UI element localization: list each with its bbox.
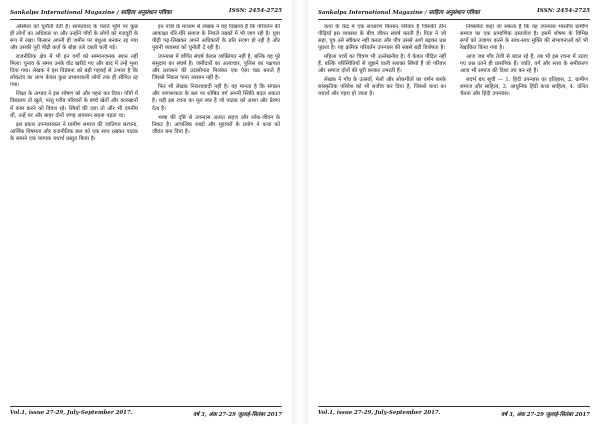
paragraph: इन पात्रों के माध्यम से लेखक ने यह दिखाया है कि परिवर्तन की आकांक्षा धीरे-धीरे समाज के निचले तबकों में भी जाग रही है। युवा पीढ़ी पढ़-लिखकर अपने अधिकारों के प्रति सजग हो रही है और पुरानी व्यवस्था को चुनौती दे रही है। bbox=[152, 24, 280, 52]
footer-rule bbox=[318, 406, 590, 407]
journal-title: Sankalpa International Magazine / साहित्य अनुसंधान पत्रिका bbox=[10, 10, 172, 16]
volume-info-hindi: वर्ष 3, अंक 27-29 जुलाई-सितंबर 2017 bbox=[193, 412, 282, 418]
volume-info: Vol.1, issue 27-29, July-September 2017. bbox=[318, 410, 441, 416]
paragraph: भाषा की दृष्टि से उपन्यास अत्यंत सहज और लोक-जीवन के निकट है। आंचलिक शब्दों और मुहावरों के प्रयोग ने कथा को जीवंत बना दिया है। bbox=[152, 114, 280, 135]
page-footer bbox=[10, 410, 282, 420]
text-column-2 bbox=[460, 24, 588, 402]
right-page bbox=[308, 0, 600, 424]
paragraph: लेखक ने गाँव के उत्सवों, मेलों और लोकगीतों का वर्णन करके सांस्कृतिक परिवेश को भी सजीव कर दिया है, जिससे कथा का यथार्थ और गहरा हो जाता है। bbox=[318, 77, 446, 98]
paragraph: उपन्यास में वर्णित संघर्ष केवल व्यक्तिगत नहीं है, बल्कि वह पूरे समुदाय का संघर्ष है। जमींदारों का अत्याचार, पुलिस का पक्षपात और प्रशासन की उदासीनता मिलकर एक ऐसा चक्र बनाते हैं जिससे निकल पाना आसान नहीं है। bbox=[152, 54, 280, 82]
header-rule bbox=[10, 19, 282, 20]
text-column-1 bbox=[318, 24, 446, 402]
page-header bbox=[10, 6, 282, 18]
paragraph: संदर्भ ग्रंथ सूची — 1. हिंदी उपन्यास का इतिहास, 2. ग्रामीण समाज और साहित्य, 3. आधुनिक हिंदी कथा साहित्य, 4. दलित चेतना और हिंदी उपन्यास। bbox=[460, 77, 588, 98]
paragraph: शिक्षा के अभाव ने इस शोषण को और गहरा कर दिया। गाँवों में विद्यालय तो खुले, परंतु गरीब परिवारों के बच्चे खेतों और कारखानों में काम करने को विवश रहे। स्त्रियों की दशा तो और भी दयनीय थी, उन्हें घर और बाहर दोनों जगह अपमान सहना पड़ता था। bbox=[10, 91, 138, 119]
page-gutter bbox=[292, 0, 308, 424]
paragraph: अस्मिता को चुनौती देती है। सामंतवाद के चलते भूमि पर कुछ ही लोगों का अधिकार था और उन्होंने गाँवों के लोगों को मजदूरी के रूप में रखा। किसान अपनी ही जमीन पर बंधुआ बनकर रह गया और उसकी पूरी पीढ़ी कर्ज़ के बोझ तले दबती चली गई। bbox=[10, 24, 138, 52]
text-column-2 bbox=[152, 24, 280, 402]
issn-number: ISSN: 2454-2725 bbox=[537, 8, 590, 14]
volume-info-hindi: वर्ष 3, अंक 27-29 जुलाई-सितंबर 2017 bbox=[501, 412, 590, 418]
paragraph: निष्कर्षतः कहा जा सकता है कि यह उपन्यास भारतीय ग्रामीण समाज का एक प्रामाणिक दस्तावेज है। इसमें शोषण के विभिन्न रूपों को उजागर करने के साथ-साथ मुक्ति की संभावनाओं को भी रेखांकित किया गया है। bbox=[460, 24, 588, 52]
text-column-1 bbox=[10, 24, 138, 402]
page-footer bbox=[318, 410, 590, 420]
paragraph: कथा के केंद्र में एक साधारण किसान परिवार है जिसकी तीन पीढ़ियाँ इस व्यवस्था के बीच जीवन संघर्ष करती हैं। पिता ने जो सहा, पुत्र उसे स्वीकार नहीं करता और पौत्र उससे आगे बढ़कर प्रश्न पूछता है। यह क्रमिक परिवर्तन उपन्यास की सबसे बड़ी विशेषता है। bbox=[318, 24, 446, 52]
paragraph: आज जब गाँव तेजी से बदल रहे हैं, तब भी इस रचना में उठाए गए प्रश्न उतने ही प्रासंगिक हैं। जाति, वर्ग और सत्ता के समीकरण आज भी समाज की दिशा तय कर रहे हैं। bbox=[460, 54, 588, 75]
issn-number: ISSN: 2454-2725 bbox=[229, 8, 282, 14]
volume-info: Vol.1, issue 27-29, July-September 2017. bbox=[10, 410, 133, 416]
journal-title: Sankalpa International Magazine / साहित्य अनुसंधान पत्रिका bbox=[318, 10, 480, 16]
page-header bbox=[318, 6, 590, 18]
paragraph: महिला पात्रों का चित्रण भी उल्लेखनीय है। वे केवल पीड़ित नहीं हैं, बल्कि परिस्थितियों से जूझने वाली सशक्त स्त्रियाँ हैं जो परिवार और समाज दोनों की धुरी बनकर उभरती हैं। bbox=[318, 54, 446, 75]
paragraph: फिर भी लेखक निराशावादी नहीं है। वह मानता है कि संगठन और जागरूकता के बल पर शोषित वर्ग अपनी स्थिति बदल सकता है। यही इस रचना का मूल स्वर है जो पाठक को आशा और प्रेरणा देता है। bbox=[152, 84, 280, 112]
paragraph: इस प्रकार उपन्यासकार ने ग्रामीण समाज की जातिगत संरचना, आर्थिक विषमता और राजनीतिक छल को एक साथ रखकर पाठक के सामने एक व्यापक यथार्थ प्रस्तुत किया है। bbox=[10, 121, 138, 142]
left-page bbox=[0, 0, 292, 424]
header-rule bbox=[318, 19, 590, 20]
footer-rule bbox=[10, 406, 282, 407]
paragraph: राजनीतिक क्षेत्र में भी इन वर्गों को सम्मानजनक स्थान नहीं मिला। चुनाव के समय उनके वोट खरीदे गए और बाद में उन्हें भुला दिया गया। लेखक ने इस विडंबना को बड़ी गहराई से उभारा है कि लोकतंत्र का लाभ केवल कुछ प्रभावशाली लोगों तक ही सीमित रह गया। bbox=[10, 54, 138, 89]
